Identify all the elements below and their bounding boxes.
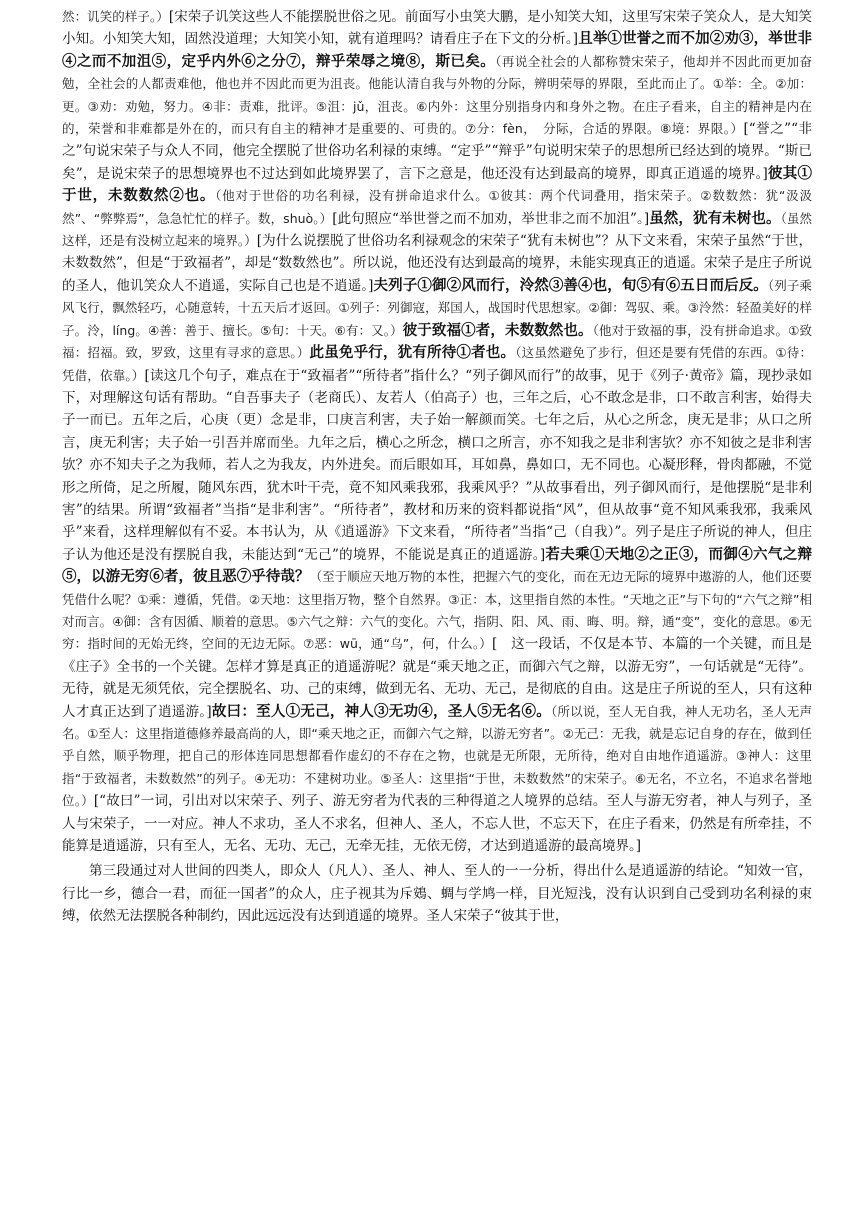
paragraph-summary xyxy=(62,860,812,927)
annotation-note: （虽然这样，还是有没树立起来的境界。） xyxy=(62,210,812,249)
commentary: 第三段通过对人世间的四类人，即众人（凡人）、圣人、神人、至人的一一分析，得出什么是逍遥游的结论。“知效一官，行比一乡，德合一君，而征一国者”的众人，庄子视其为斥鴳、蜩与学鸠一样，目光短浅，没有认识到自己受到功名利禄的束缚，依然无法摆脱各种制约，因此远远没有达到逍遥的境界。圣人宋荣子“彼其于世， xyxy=(62,863,812,925)
source-text: 彼其①于世，未数数然②也。 xyxy=(62,164,812,205)
source-text: 此虽免乎行，犹有所待①者也。 xyxy=(309,344,516,362)
source-text: 故曰：至人①无己，神人③无功④，圣人⑤无名⑥。 xyxy=(211,702,551,720)
source-text: 虽然，犹有未树也。 xyxy=(649,209,781,227)
annotation-note: （再说全社会的人都称赞宋荣子，他却并不因此而更加奋勉，全社会的人都责难他，他也并不因此而更为沮丧。他能认清自我与外物的分际，辨明荣辱的界限，至此而止了。①举：全。②加：更。③劝：劝勉，努力。④非：责难，批评。⑤沮：jǔ，沮丧。⑥内外：这里分别指身内和身外之物。在庄子看来，自主的精神是内在的，荣誉和非难都是外在的，而只有自主的精神才是重要的、可贵的。⑦分：fèn， 分际，合适的界限。⑧境：界限。） xyxy=(62,53,812,137)
commentary: [“誉之”“非之”句说宋荣子与众人不同，他完全摆脱了世俗功名利禄的束缚。“定乎”“辩乎”句说明宋荣子的思想所已经达到的境界。“斯已矣”，是说宋荣子的思想境界也不过达到如此境界罢了，言下之意是，他还没有达到最高的境界，即真正逍遥的境界。] xyxy=(62,121,812,182)
source-text: 夫列子①御②风而行，泠然③善④也，旬⑤有⑥五日而后反。 xyxy=(373,276,768,294)
commentary: [为什么说摆脱了世俗功名利禄观念的宋荣子“犹有未树也”？从下文来看，宋荣子虽然“于世，未数数然”，但是“于致福者”，却是“数数然也”。所以说，他还没有达到最高的境界，未能实现真正的逍遥。宋荣子是庄子所说的圣人，他讥笑众人不逍遥，实际自己也是不逍遥。] xyxy=(62,233,813,294)
annotation-note: （至于顺应天地万物的本性，把握六气的变化，而在无边无际的境界中遨游的人，他们还要凭借什么呢？①乘：遵循，凭借。②天地：这里指万物，整个自然界。③正：本，这里指自然的本性。“天地之正”与下句的“六气之辩”相对而言。④御：含有因循、顺着的意思。⑤六气之辩：六气的变化。六气，指阴、阳、风、雨、晦、明。辩，通“变”，变化的意思。⑥无穷：指时间的无始无终，空间的无边无际。⑦恶：wū，通“乌”，何，什么。） xyxy=(62,569,812,652)
source-text: 且举①世誉之而不加②劝③，举世非④之而不加沮⑤，定乎内外⑥之分⑦，辩乎荣辱之境⑧，斯已矣。 xyxy=(62,30,812,70)
annotation-note: （所以说，至人无自我，神人无功名，圣人无声名。①至人：这里指道德修养最高尚的人，即“乘天地之正，而御六气之辩，以游无穷者”。②无己：无我，就是忘记自身的存在，做到任乎自然，顺乎物理，把自己的形体连同思想都看作虚幻的不存在之物，也就是无所限，无所待，绝对自由地作逍遥游。③神人：这里指“于致福者，未数数然”的列子。④无功：不建树功业。⑤圣人：这里指“于世，未数数然”的宋荣子。⑥无名，不立名，不追求名誉地位。） xyxy=(62,703,812,809)
commentary: [此句照应“举世誉之而不加劝，举世非之而不加沮”。] xyxy=(332,210,650,227)
paragraph-annotated-text xyxy=(62,6,812,857)
document-page xyxy=(62,6,812,928)
annotation-note: （列子乘风飞行，飘然轻巧，心随意转，十五天后才返回。①列子：列御寇，郑国人，战国时代思想家。②御：驾驭、乘。③泠然：轻盈美好的样子。泠，líng。④善：善于、擅长。⑤旬：十天。⑥有：又。） xyxy=(62,277,812,338)
commentary: [宋荣子讥笑这些人不能摆脱世俗之见。前面写小虫笑大鹏，是小知笑大知，这里写宋荣子笑众人，是大知笑小知。小知笑大知，固然没道理；大知笑小知，就有道理吗？请看庄子在下文的分析。] xyxy=(62,9,812,48)
annotation-note: （他对于世俗的功名利禄，没有拼命追求什么。①彼其：两个代词叠用，指宋荣子。②数数然：犹“汲汲然”、“弊弊焉”，急急忙忙的样子。数，shuò。） xyxy=(62,188,812,226)
commentary: [读这几个句子，难点在于“致福者”“所待者”指什么？“列子御风而行”的故事，见于《列子·黄帝》篇，现抄录如下，对理解这句话有帮助。“自吾事夫子（老商氏）、友若人（伯高子）也，三年之后，心不敢念是非，口不敢言利害，始得夫子一而已。五年之后，心庚（更）念是非，口庚言利害，夫子始一解颜而笑。七年之后，从心之所念，庚无是非；从口之所言，庚无利害；夫子始一引吾并席而坐。九年之后，横心之所念，横口之所言，亦不知我之是非利害欤？亦不知彼之是非利害欤？亦不知夫子之为我师，若人之为我友，内外进矣。而后眼如耳，耳如鼻，鼻如口，无不同也。心凝形释，骨肉都融，不觉形之所倚，足之所履，随风东西，犹木叶干壳，竟不知风乘我邪，我乘风乎？”从故事看出，列子御风而行，是他摆脱“是非利害”的结果。所谓“致福者”当指“是非利害”。“所待者”，教材和历来的资料都说指“风”，但从故事“竟不知风乘我邪，我乘风乎”来看，这样理解似有不妥。本书认为，从《逍遥游》下文来看，“所待者”当指“己（自我）”。列子是庄子所说的神人，但庄子认为他还是没有摆脱自我，未能达到“无己”的境界，不能说是真正的逍遥游。] xyxy=(62,367,812,563)
annotation-note: （这虽然避免了步行，但还是要有凭借的东西。①待：凭借，依靠。） xyxy=(62,345,812,383)
annotation-note: 然：讥笑的样子。） xyxy=(62,9,169,24)
source-text: 若夫乘①天地②之正③，而御④六气之辩⑤，以游无穷⑥者，彼且恶⑦乎待哉？ xyxy=(62,545,812,586)
commentary: [“故曰”一词，引出对以宋荣子、列子、游无穷者为代表的三种得道之人境界的总结。至人与游无穷者，神人与列子，圣人与宋荣子，一一对应。神人不求功，圣人不求名，但神人、圣人，不忘人世，不忘天下，在庄子看来，仍然是有所牵挂，不能算是逍遥游，只有至人，无名、无功、无己，无牵无挂，无依无傍，才达到逍遥游的最高境界。] xyxy=(62,793,812,855)
annotation-note: （他对于致福的事，没有拼命追求。①致福：招福。致，罗致，这里有寻求的意思。） xyxy=(62,322,812,361)
commentary: [ 这一段话，不仅是本节、本篇的一个关键，而且是《庄子》全书的一个关键。怎样才算是真正的逍遥游呢？就是“乘天地之正，而御六气之辩，以游无穷”，一句话就是“无待”。无待，就是无须凭依，完全摆脱名、功、己的束缚，做到无名、无功、无己，是彻底的自由。这是庄子所说的至人，只有这种人才真正达到了逍遥游。] xyxy=(62,636,812,720)
source-text: 彼于致福①者，未数数然也。 xyxy=(402,321,593,339)
